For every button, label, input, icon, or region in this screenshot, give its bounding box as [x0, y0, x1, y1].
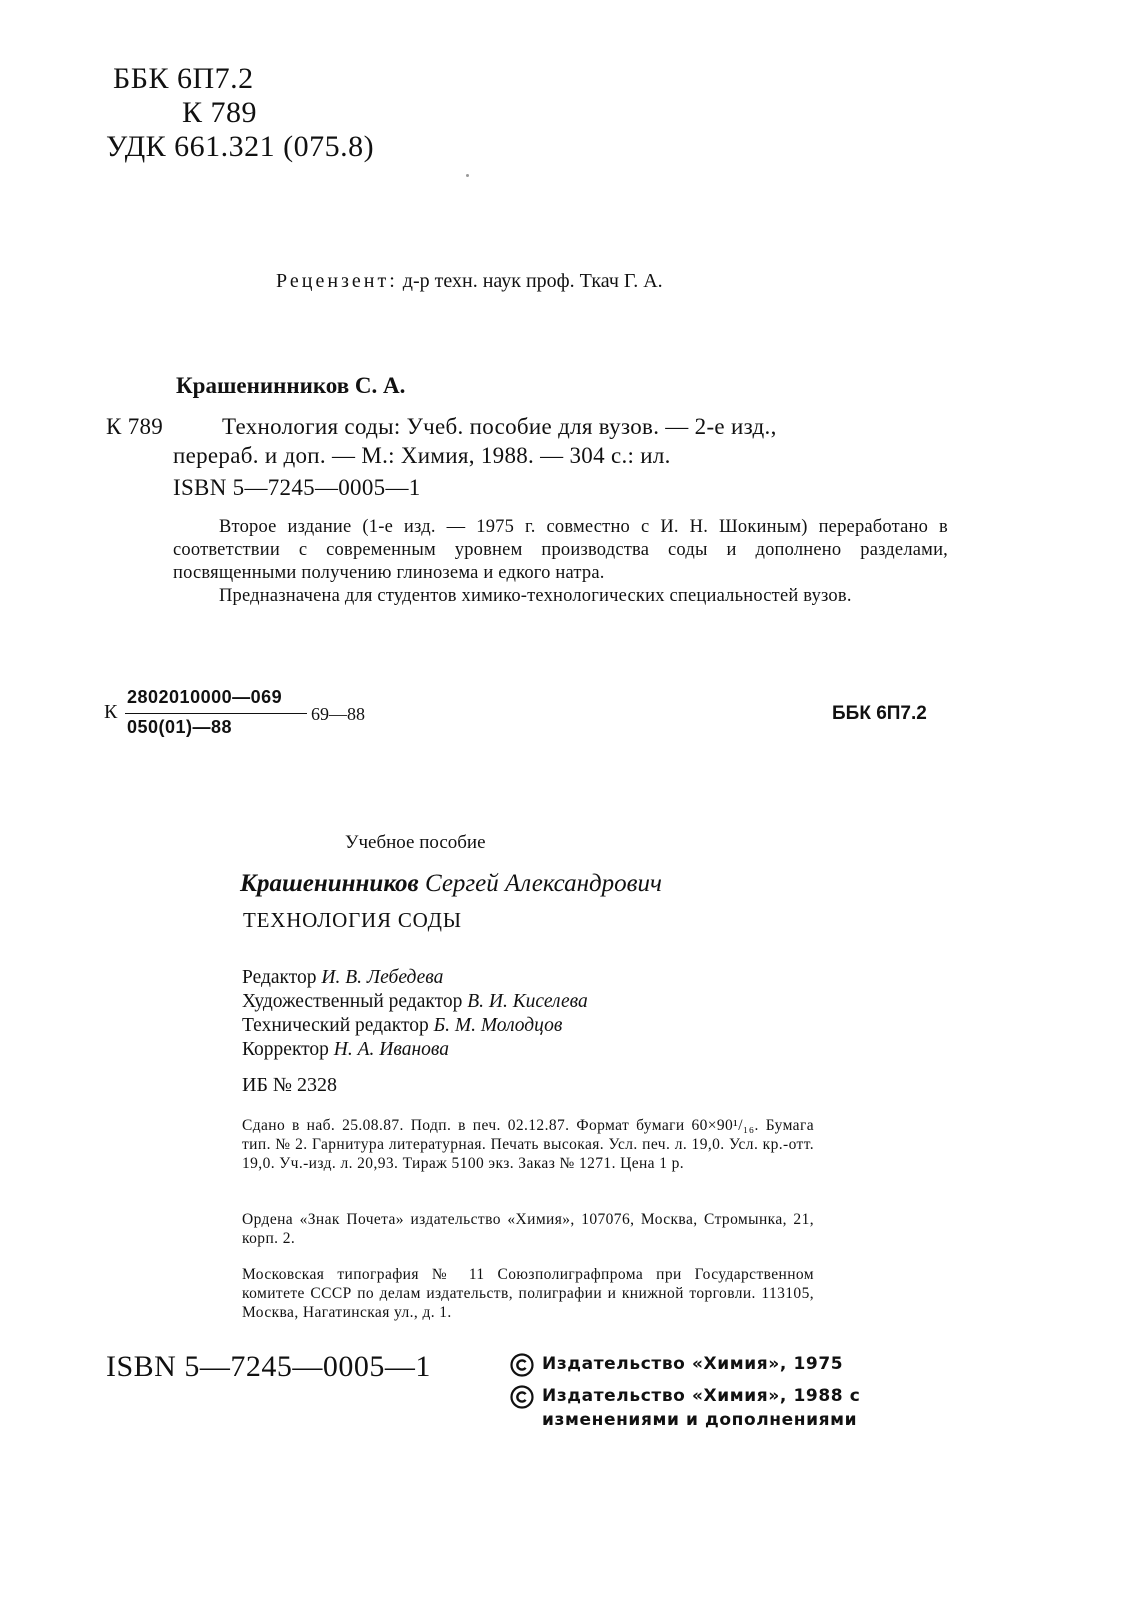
credit-editor: Редактор И. В. Лебедева [242, 967, 444, 988]
annotation [173, 516, 948, 608]
code-prefix: К [104, 701, 118, 723]
card-author: Крашенинников С. А. [176, 373, 406, 398]
copyright-icon [510, 1385, 534, 1409]
print-details: Сдано в наб. 25.08.87. Подп. в печ. 02.12.87. Формат бумаги 60×90¹/₁₆. Бумага тип. № 2. Гарнитура литературная. Печать высокая. Усл. печ. л. 19,0. Усл. кр.-отт. 19,0. Уч.-изд. л. 20,93. Тираж 5100 экз. Заказ № 1271. Цена 1 р. [242, 1117, 814, 1172]
card-edition-line: перераб. и доп. — М.: Химия, 1988. — 304 с.: ил. [173, 443, 671, 468]
card-title-line: Технология соды: Учеб. пособие для вузов. — 2-е изд., [222, 414, 777, 439]
ib-number: ИБ № 2328 [242, 1074, 338, 1096]
credit-art-editor: Художественный редактор В. И. Киселева [242, 991, 588, 1012]
card-mark: К 789 [106, 414, 164, 439]
publisher-address: Ордена «Знак Почета» издательство «Химия», 107076, Москва, Стромынка, 21, корп. 2. [242, 1211, 814, 1247]
fraction-line [125, 713, 307, 714]
reviewer-line [276, 270, 663, 293]
genre-label: Учебное пособие [345, 832, 486, 853]
copyright-icon [510, 1353, 534, 1377]
code-denominator: 050(01)—88 [127, 717, 233, 737]
book-title: ТЕХНОЛОГИЯ СОДЫ [243, 908, 462, 932]
credit-proofreader: Корректор Н. А. Иванова [242, 1039, 449, 1060]
card-isbn: ISBN 5—7245—0005—1 [173, 475, 421, 500]
code-suffix: 69—88 [311, 704, 365, 724]
footer-isbn: ISBN 5—7245—0005—1 [106, 1350, 431, 1383]
bbk-code: ББК 6П7.2 [113, 62, 254, 95]
credit-tech-editor: Технический редактор Б. М. Молодцов [242, 1015, 563, 1036]
annotation-paragraph: Второе издание (1-е изд. — 1975 г. совместно с И. Н. Шокиным) переработано в соответствии с современным уровнем производства соды и дополнено разделами, посвященными получению глинозема и едкого натра. [173, 517, 948, 583]
printer-address: Московская типография № 11 Союзполиграфпрома при Государственном комитете СССР по делам издательств, полиграфии и книжной торговли. 113105, Москва, Нагатинская ул., д. 1. [242, 1266, 814, 1321]
copyright-1975: Издательство «Химия», 1975 [510, 1352, 950, 1377]
code-numerator: 2802010000—069 [127, 687, 283, 707]
copyright-1988: Издательство «Химия», 1988 с изменениями и дополнениями [510, 1384, 950, 1432]
annotation-paragraph: Предназначена для студентов химико-технологических специальностей вузов. [219, 586, 852, 606]
author-surname: Крашенинников [240, 870, 419, 897]
credits-list [242, 966, 588, 1062]
bbk-right: ББК 6П7.2 [832, 703, 927, 724]
imprint-author [240, 870, 662, 898]
author-names: Сергей Александрович [424, 870, 662, 897]
reviewer-name: д-р техн. наук проф. Ткач Г. А. [402, 270, 663, 292]
reviewer-label: Рецензент: [276, 270, 398, 292]
speck [466, 174, 469, 177]
author-mark: К 789 [182, 96, 258, 129]
udk-code: УДК 661.321 (075.8) [106, 130, 375, 163]
